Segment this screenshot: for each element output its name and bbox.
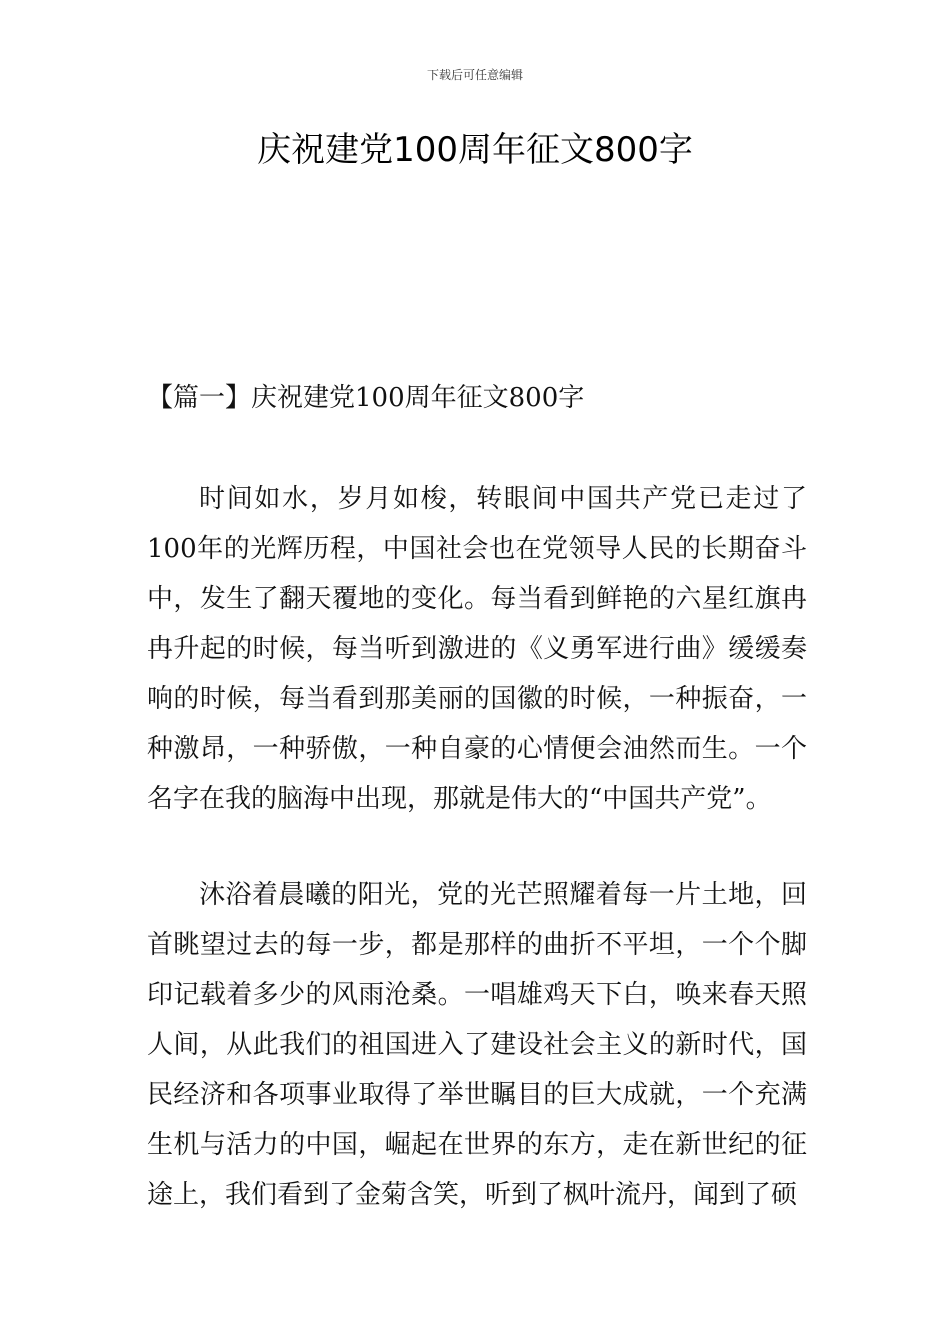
header-note: 下载后可任意编辑 [426, 68, 523, 82]
paragraph: 时间如水，岁月如梭，转眼间中国共产党已走过了100年的光辉历程，中国社会也在党领导人民的长期奋斗中，发生了翻天覆地的变化。每当看到鲜艳的六星红旗冉冉升起的时候，每当听到激进的《义勇军进行曲》缓缓奏响的时候，每当看到那美丽的国徽的时候，一种振奋，一种激昂，一种骄傲，一种自豪的心情便会油然而生。一个名字在我的脑海中出现，那就是伟大的“中国共产党”。 [147, 484, 807, 814]
paragraph-block-2 [147, 870, 807, 1220]
paragraph: 沐浴着晨曦的阳光，党的光芒照耀着每一片土地，回首眺望过去的每一步，都是那样的曲折不平坦，一个个脚印记载着多少的风雨沧桑。一唱雄鸡天下白，唤来春天照人间，从此我们的祖国进入了建设社会主义的新时代，国民经济和各项事业取得了举世瞩目的巨大成就，一个充满生机与活力的中国，崛起在世界的东方，走在新世纪的征途上，我们看到了金菊含笑，听到了枫叶流丹，闻到了硕 [147, 880, 807, 1210]
paragraph-block-1 [147, 474, 807, 824]
page-title: 庆祝建党100周年征文800字 [257, 130, 693, 170]
section-heading: 【篇一】庆祝建党100周年征文800字 [147, 383, 585, 413]
